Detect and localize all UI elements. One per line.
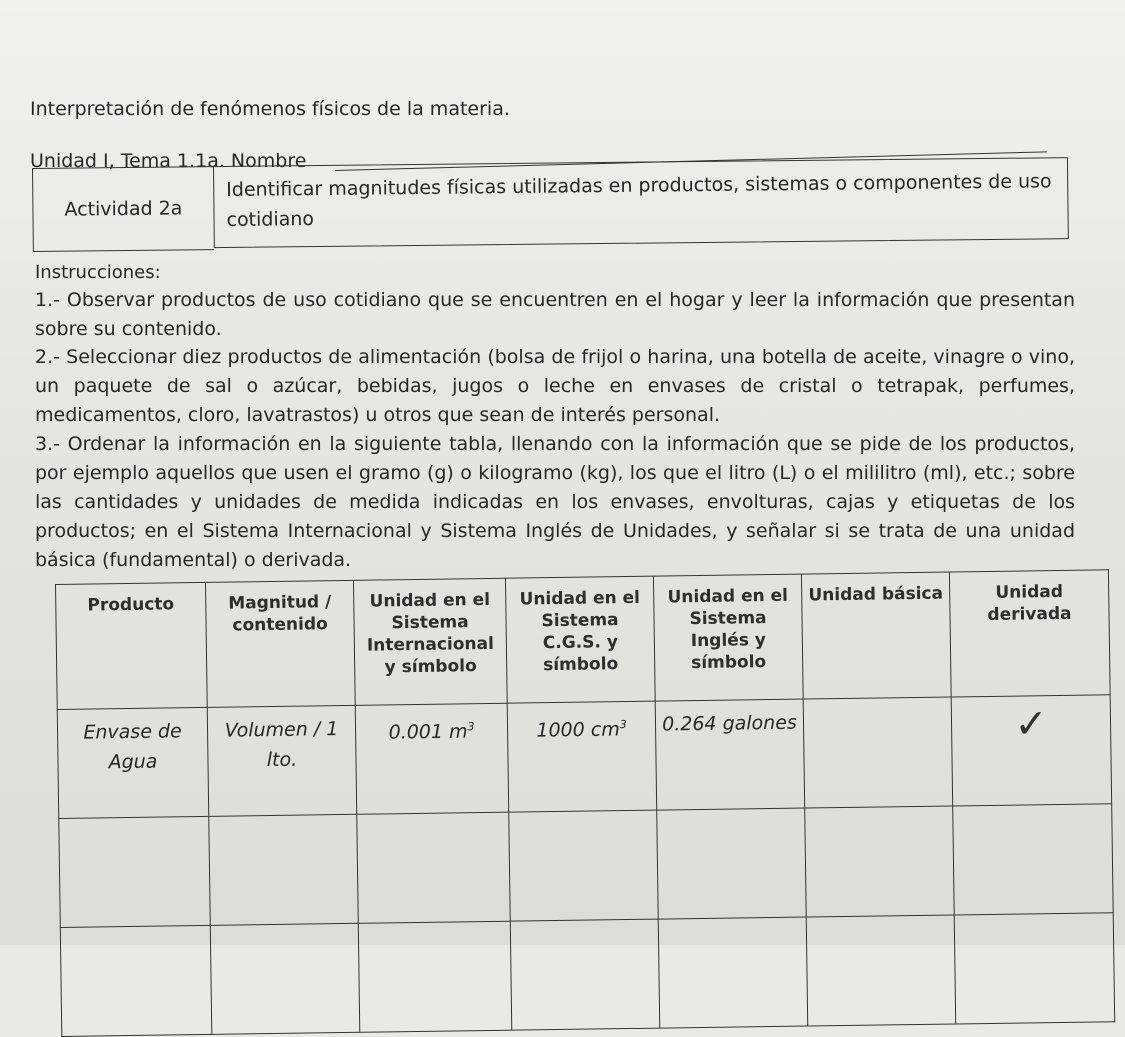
empty-cell[interactable]	[510, 919, 660, 1030]
checkmark-icon: ✓	[1013, 701, 1049, 748]
cell-si[interactable]	[355, 703, 509, 814]
page-title: Interpretación de fenómenos físicos de la materia.	[30, 98, 510, 120]
activity-box	[32, 157, 1073, 252]
table-row	[60, 913, 1114, 1037]
instruction-1: 1.- Observar productos de uso cotidiano que se encuentren en el hogar y leer la información que presentan sobre su contenido.	[35, 289, 1075, 340]
cell-magnitud[interactable]: Volumen / 1 lto.	[207, 705, 357, 816]
empty-cell[interactable]	[806, 915, 956, 1026]
cgs-value: 1000 cm	[536, 718, 620, 742]
empty-cell[interactable]	[60, 925, 212, 1036]
empty-cell[interactable]	[954, 913, 1115, 1024]
units-table	[55, 569, 1113, 964]
header-si: Unidad en el Sistema Internacional y símbolo	[353, 578, 507, 705]
empty-cell[interactable]	[657, 808, 807, 919]
cell-derivada[interactable]	[951, 695, 1112, 806]
instruction-2: 2.- Seleccionar diez productos de alimentación (bolsa de frijol o harina, una botella de aceite, vinagre o vino, un paquete de sal o azúcar, bebidas, jugos o leche en envases de cristal o tetrapak, perfumes, medicamentos, cloro, lavatrastos) u otros que sean de interés personal.	[35, 346, 1075, 426]
empty-cell[interactable]	[59, 816, 211, 927]
empty-cell[interactable]	[805, 806, 955, 917]
cell-cgs[interactable]	[507, 701, 657, 812]
cell-producto[interactable]: Envase de Agua	[57, 707, 209, 818]
empty-cell[interactable]	[953, 804, 1114, 915]
table-row	[57, 695, 1111, 819]
activity-label: Actividad 2a	[32, 166, 214, 252]
header-producto: Producto	[56, 582, 208, 709]
empty-cell[interactable]	[209, 814, 359, 925]
instruction-3: 3.- Ordenar la información en la siguiente tabla, llenando con la información que se pide de los productos, por ejemplo aquellos que usen el gramo (g) o kilogramo (kg), los que el litro (L) o el mililitro (ml), etc.; sobre las cantidades y unidades de medida indicadas en los envases, envolturas, cajas y etiquetas de los productos; en el Sistema Internacional y Sistema Inglés de Unidades, y señalar si se trata de una unidad básica (fundamental) o derivada.	[35, 433, 1075, 571]
activity-description: Identificar magnitudes físicas utilizadas en productos, sistemas o componentes de uso cotidiano	[213, 157, 1069, 248]
empty-cell[interactable]	[357, 812, 511, 923]
empty-cell[interactable]	[358, 921, 512, 1032]
header-basica: Unidad básica	[801, 572, 951, 699]
empty-cell[interactable]	[509, 810, 659, 921]
empty-cell[interactable]	[658, 917, 808, 1028]
header-magnitud: Magnitud / contenido	[205, 580, 355, 707]
unit-name-line: Unidad I, Tema 1.1a. Nombre	[30, 150, 307, 172]
si-exponent: 3	[467, 720, 475, 734]
cell-ingles[interactable]: 0.264 galones	[655, 699, 805, 810]
header-ingles: Unidad en el Sistema Inglés y símbolo	[653, 574, 803, 701]
header-derivada: Unidad derivada	[949, 570, 1110, 697]
instructions-heading: Instrucciones:	[35, 262, 161, 283]
cgs-exponent: 3	[619, 718, 627, 732]
header-cgs: Unidad en el Sistema C.G.S. y símbolo	[505, 576, 655, 703]
empty-cell[interactable]	[210, 923, 360, 1034]
cell-basica[interactable]	[803, 697, 953, 808]
table-header-row	[56, 570, 1111, 710]
si-value: 0.001 m	[388, 720, 468, 744]
table-row	[59, 804, 1113, 928]
